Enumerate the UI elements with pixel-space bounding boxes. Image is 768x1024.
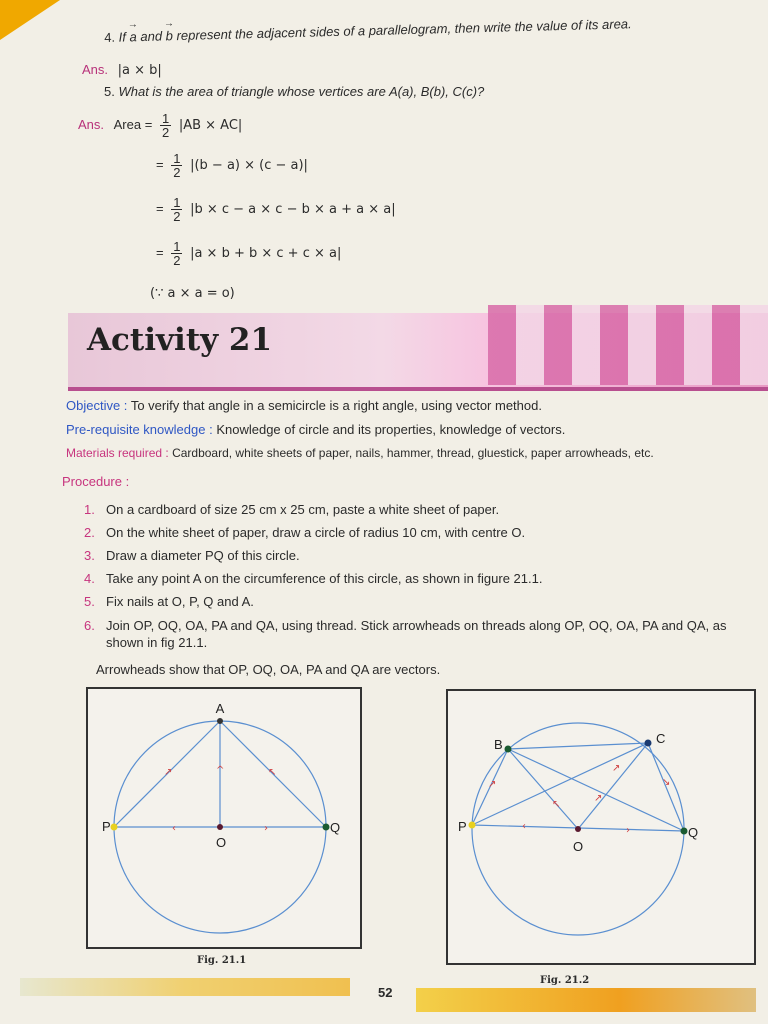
svg-text:‹: ‹ [522,821,526,832]
procedure-step: 5. Fix nails at O, P, Q and A. [84,594,254,609]
prereq-label: Pre-requisite knowledge : [66,422,213,437]
objective-line [66,398,542,413]
q5-text: What is the area of triangle whose vertices are A(a), B(b), C(c)? [118,84,485,99]
svg-text:›: › [626,825,630,836]
half-fraction: $\frac{1}{2}$ [173,239,181,268]
figure-21-2-diagram [448,691,754,963]
svg-text:›: › [264,823,268,834]
footer-decoration-right [416,988,756,1012]
fig1-label-a: A [215,701,225,716]
ans-label: Ans. [82,62,109,77]
page-number: 52 [378,985,393,1000]
procedure-step: 4. Take any point A on the circumference of this circle, as shown in figure 21.1. [84,571,543,586]
equals-sign: = [144,116,153,132]
page-corner-tab [0,0,60,40]
ans-label: Ans. [78,116,105,132]
area-expr-4: |a × b + b × c + c × a| [190,245,342,261]
svg-text:^: ^ [216,765,225,776]
svg-text:↗: ↗ [488,779,497,790]
prereq-text: Knowledge of circle and its properties, knowledge of vectors. [216,422,566,437]
area-expr-2: |(b − a) × (c − a)| [190,157,308,173]
answer-5-line-4 [156,240,341,267]
answer-4-value: |a × b| [117,63,162,78]
procedure-step: 2. On the white sheet of paper, draw a circle of radius 10 cm, with centre O. [84,525,526,540]
answer-5-line-2 [156,152,308,179]
fig1-label-p: P [102,819,111,834]
activity-title: Activity 21 [87,322,273,358]
area-word: Area [113,116,142,132]
question-4 [104,16,632,45]
equals-sign: = [156,156,164,172]
answer-5-note: (∵ a × a = o) [150,286,235,301]
q4-vec-a: → a [129,29,137,44]
fig1-label-o: O [216,835,227,850]
fig2-label-p: P [458,819,467,834]
q4-text-pre: If [118,29,127,45]
fig2-label-o: O [573,839,584,854]
objective-label: Objective : [66,398,128,413]
fig2-label-c: C [656,731,666,746]
figure-21-1-diagram [88,689,360,947]
procedure-note: Arrowheads show that OP, OQ, OA, PA and QA are vectors. [96,662,441,677]
procedure-step: 6. Join OP, OQ, OA, PA and QA, using thread. Stick arrowheads on threads along OP, OQ, OA, PA and QA, as shown in fig 21.1. [84,618,727,650]
q5-number: 5. [104,84,115,99]
procedure-step: 3. Draw a diameter PQ of this circle. [84,548,300,563]
equals-sign: = [156,244,164,260]
area-expr-3: |b × c − a × c − b × a + a × a| [190,201,396,217]
figure-21-1-caption: Fig. 21.1 [197,955,247,966]
materials-label: Materials required : [66,446,169,460]
svg-text:↘: ↘ [662,777,671,788]
procedure-list [84,498,766,651]
materials-text: Cardboard, white sheets of paper, nails, hammer, thread, gluestick, paper arrowheads, etc. [172,446,654,460]
figure-21-2-box [446,689,756,965]
half-fraction: $\frac{1}{2}$ [161,111,170,140]
prereq-line [66,422,565,437]
q4-text-mid: and [140,28,163,45]
fig1-label-q: Q [330,820,341,835]
half-fraction: $\frac{1}{2}$ [173,151,181,180]
half-fraction: $\frac{1}{2}$ [173,195,181,224]
area-expr-1: |AB × AC| [178,117,243,133]
q4-text-post: represent the adjacent sides of a parallelogram, then write the value of its area. [176,16,632,44]
answer-4 [82,62,162,78]
svg-text:↗: ↗ [594,793,603,804]
q4-number: 4. [104,29,116,45]
svg-text:↖: ↖ [552,799,561,810]
question-5 [104,84,484,99]
figure-21-1-box [86,687,362,949]
fig2-label-q: Q [688,825,699,840]
equals-sign: = [156,200,164,216]
answer-5-line-1 [78,112,242,139]
svg-text:‹: ‹ [172,823,176,834]
figure-21-2-caption: Fig. 21.2 [540,975,590,986]
svg-text:↗: ↗ [164,767,173,778]
fig2-label-b: B [494,737,503,752]
materials-line [66,446,654,460]
q4-vec-b: → b [165,28,173,43]
procedure-heading: Procedure : [62,474,130,489]
answer-5-line-3 [156,196,396,223]
svg-text:↖: ↖ [268,767,277,778]
procedure-step: 1. On a cardboard of size 25 cm x 25 cm, paste a white sheet of paper. [84,502,500,517]
footer-decoration-left [20,978,350,996]
banner-checker-decoration [488,305,768,385]
objective-text: To verify that angle in a semicircle is a right angle, using vector method. [130,398,542,413]
svg-text:↗: ↗ [612,763,621,774]
